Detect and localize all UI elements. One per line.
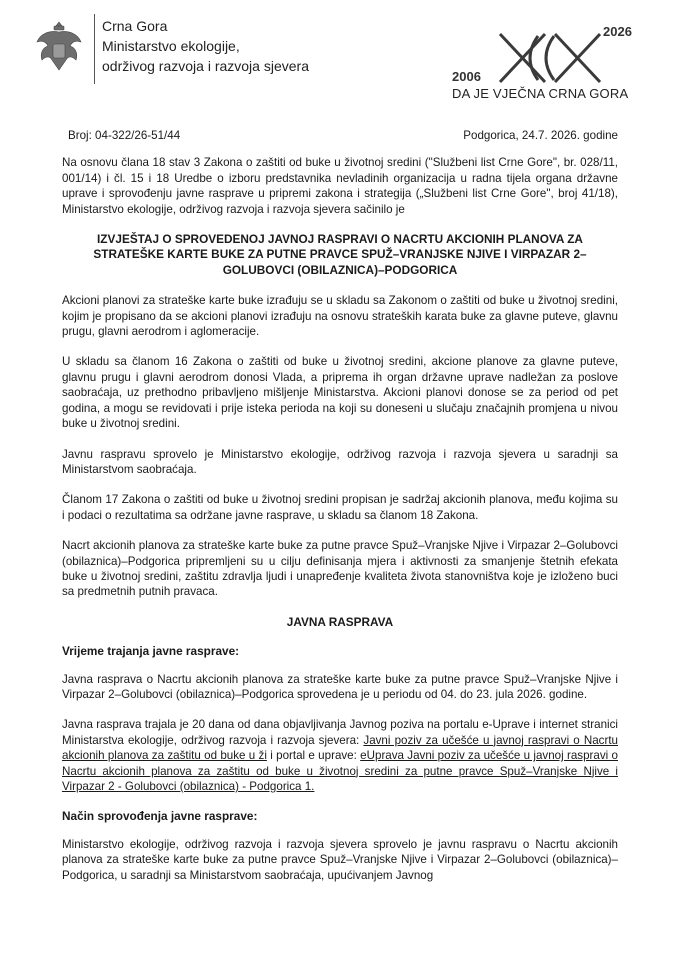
- logo-slogan: DA JE VJEČNA CRNA GORA: [452, 86, 629, 101]
- header-divider: [94, 14, 95, 84]
- method-paragraph: Ministarstvo ekologije, održivog razvoja i razvoja sjevera sprovelo je javnu raspravu o Nacrtu akcionih planova za strateške karte buke za putne pravce Spuž–Vranjske Njive i Virpazar 2–Golubovci (obilaznica)–Podgorica, u saradnji sa Ministarstvom saobraćaja, upućivanjem Javnog: [62, 837, 618, 882]
- duration-heading: Vrijeme trajanja javne rasprave:: [62, 644, 240, 659]
- paragraph-5: Nacrt akcionih planova za strateške karte buke za putne pravce Spuž–Vranjske Njive i Virpazar 2–Golubovci (obilaznica)–Podgorica pripremljeni su u cilju definisanja mjera i aktivnosti za smanjenje štetnih efekata buke u životnoj sredini, zaštitu zdravlja ljudi i unapređenje kvaliteta života stanovništva koje je izloženo buci sa predmetnih putnih pravaca.: [62, 539, 618, 599]
- ministry-name: [102, 16, 309, 76]
- document-title: IZVJEŠTAJ O SPROVEDENOJ JAVNOJ RASPRAVI O NACRTU AKCIONIH PLANOVA ZA STRATEŠKE KARTE BUKE ZA PUTNE PRAVCE SPUŽ–VRANJSKE NJIVE I VIRPAZAR 2–GOLUBOVCI (OBILAZNICA)–PODGORICA: [93, 232, 587, 277]
- public-call-link[interactable]: Javni poziv za učešće u javnoj raspravi o Nacrtu akcionih planova za zaštitu od buke u ži: [62, 733, 618, 763]
- euprava-link[interactable]: eUprava Javni poziv za učešće u javnoj raspravi o Nacrtu akcionih planova za zaštitu od buke u životnoj sredini za putne pravce Spuž–Vranjske Njive i Virpazar 2 - Golubovci (obilaznica) - Podgorica 1.: [62, 749, 618, 793]
- publication-paragraph: [62, 717, 618, 794]
- country-line: Crna Gora: [102, 18, 168, 34]
- method-heading: Način sprovođenja javne rasprave:: [62, 809, 258, 824]
- place-date: Podgorica, 24.7. 2026. godine: [463, 129, 618, 142]
- intro-paragraph: Na osnovu člana 18 stav 3 Zakona o zaštiti od buke u životnoj sredini ("Službeni list Crne Gore", br. 028/11, 001/14) i čl. 15 i 18 Uredbe o izboru predstavnika nevladinih organizacija u radna tijela organa državne uprave i sprovođenju javne rasprave u pripremi zakona i strategija („Službeni list Crne Gore", broj 41/18), Ministarstvo ekologije, održivog razvoja i razvoja sjevera sačinilo je: [62, 156, 618, 216]
- paragraph-3: Javnu raspravu sprovelo je Ministarstvo ekologije, održivog razvoja i razvoja sjevera u saradnji sa Ministarstvom saobraćaja.: [62, 447, 618, 476]
- logo-year-end: 2026: [603, 24, 632, 39]
- reference-line: [62, 128, 618, 143]
- ministry-line-1: Ministarstvo ekologije,: [102, 38, 240, 54]
- paragraph-2: U skladu sa članom 16 Zakona o zaštiti od buke u životnoj sredini, akcione planove za glavne puteve, glavnu prugu i glavni aerodrom donosi Vlada, a priprema ih organ državne uprave nadležan za poslove saobraćaja, uz prethodno pribavljeno mišljenje Ministarstva. Akcioni planovi donose se za period od pet godina, a mogu se revidovati i prije isteka perioda na koji su doneseni u slučaju značajnih promjena u nivou buke u životnoj sredini.: [62, 355, 618, 431]
- paragraph-4: Članom 17 Zakona o zaštiti od buke u životnoj sredini propisan je sadržaj akcionih planova, među kojima su i podaci o rezultatima sa održane javne rasprave, u skladu sa članom 18 Zakona.: [62, 493, 618, 522]
- duration-paragraph: Javna rasprava o Nacrtu akcionih planova za strateške karte buke za putne pravce Spuž–Vranjske Njive i Virpazar 2–Golubovci (obilaznica)–Podgorica sprovedena je u periodu od 04. do 23. jula 2026. godine.: [62, 672, 618, 701]
- document-body: [62, 128, 618, 898]
- publication-text-before: Javna rasprava trajala je 20 dana od dana objavljivanja Javnog poziva na portalu e-Uprave i internet stranici Ministarstva ekologije, održivog razvoja i razvoja sjevera:: [62, 718, 618, 747]
- ministry-line-2: održivog razvoja i razvoja sjevera: [102, 58, 309, 74]
- coat-of-arms-icon: [34, 20, 84, 74]
- paragraph-1: Akcioni planovi za strateške karte buke izrađuju se u skladu sa Zakonom o zaštiti od buke u životnoj sredini, kojim je propisano da se akcioni planovi izrađuju na osnovu strateških karata buke za glavne puteve, glavnu prugu, glavni aerodrom i aglomeracije.: [62, 294, 618, 339]
- publication-text-mid: i portal e uprave:: [266, 749, 361, 763]
- reference-number: Broj: 04-322/26-51/44: [68, 129, 181, 142]
- logo-year-start: 2006: [452, 69, 481, 84]
- section-heading: JAVNA RASPRAVA: [286, 614, 394, 629]
